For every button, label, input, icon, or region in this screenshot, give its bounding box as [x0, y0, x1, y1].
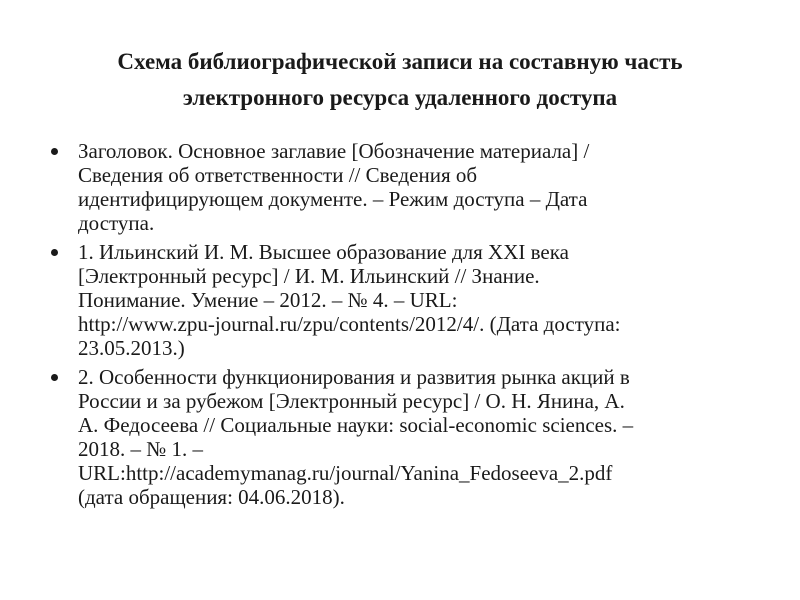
slide-title [40, 44, 760, 116]
bullet-item-reference-2 [46, 365, 746, 509]
bullet-text: 1. Ильинский И. М. Высшее образование для XXI века [Электронный ресурс] / И. М. Ильинский // Знание. Понимание. Умение – 2012. – № 4. – URL: http://www.zpu-journal.ru/zpu/contents/2012/4/. (Дата доступа: 23.05.2013.) [78, 240, 621, 360]
slide-title-line-1: Схема библиографической записи на составную часть [117, 49, 683, 74]
bullet-list [46, 139, 746, 514]
bullet-text: Заголовок. Основное заглавие [Обозначение материала] / Сведения об ответственности // Сведения об идентифицирующем документе. – Режим доступа – Дата доступа. [78, 139, 590, 235]
bullet-item-template [46, 139, 746, 235]
bullet-dot-icon [51, 374, 58, 381]
bullet-item-reference-1 [46, 240, 746, 360]
slide-title-line-2: электронного ресурса удаленного доступа [182, 85, 618, 110]
bullet-text: 2. Особенности функционирования и развития рынка акций в России и за рубежом [Электронный ресурс] / О. Н. Янина, А. А. Федосеева // Социальные науки: social-economic sciences. – 2018. – № 1. – URL:http://academymanag.ru/journal/Yanina_Fedoseeva_2.pdf (дата обращения: 04.06.2018). [78, 365, 634, 509]
bullet-dot-icon [51, 148, 58, 155]
bullet-dot-icon [51, 249, 58, 256]
